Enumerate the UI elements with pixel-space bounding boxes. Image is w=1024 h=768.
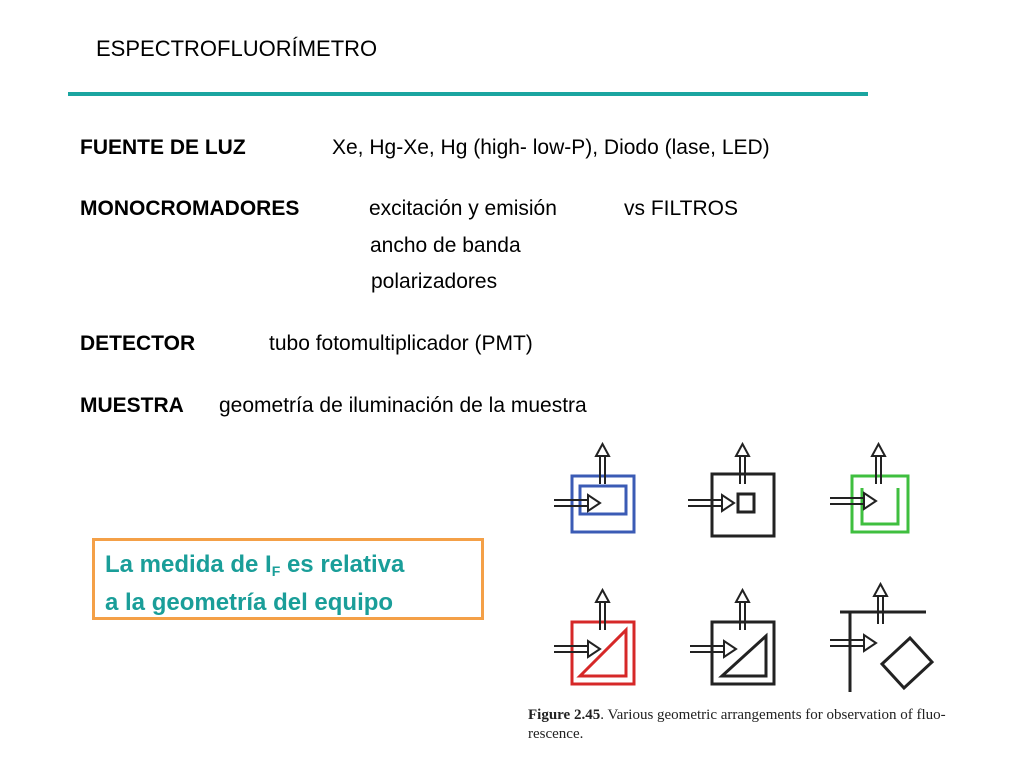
callout-line1-post: es relativa <box>280 551 405 578</box>
figure-caption <box>528 706 968 744</box>
monocromadores-sub2: polarizadores <box>371 270 498 293</box>
monocromadores-label: MONOCROMADORES <box>80 197 300 220</box>
muestra-label: MUESTRA <box>80 394 184 417</box>
panel-3-diagram <box>830 444 908 532</box>
caption-label: Figure 2.45 <box>528 707 601 723</box>
fuente-label: FUENTE DE LUZ <box>80 136 246 159</box>
callout-subscript: F <box>271 563 281 579</box>
muestra-text: geometría de iluminación de la muestra <box>219 394 587 417</box>
caption-text: . Various geometric arrangements for observation of fluo-rescence. <box>528 707 946 742</box>
row-detector <box>80 332 195 356</box>
panel-2-diagram <box>688 444 774 536</box>
panel-5-diagram <box>690 590 774 684</box>
detector-label: DETECTOR <box>80 332 196 355</box>
callout-line-1 <box>105 549 471 587</box>
row-monocromadores <box>80 197 299 221</box>
row-fuente-de-luz <box>80 136 246 160</box>
panel-1-diagram <box>554 444 634 532</box>
monocromadores-text: excitación y emisión <box>369 197 557 220</box>
monocromadores-sub1: ancho de banda <box>370 234 521 257</box>
row-muestra <box>80 394 184 418</box>
detector-text: tubo fotomultiplicador (PMT) <box>269 332 533 355</box>
panel-6-diagram <box>830 584 932 692</box>
fuente-text: Xe, Hg-Xe, Hg (high- low-P), Diodo (lase, LED) <box>332 136 770 159</box>
callout-box <box>92 538 484 620</box>
callout-line1-pre: La medida de I <box>105 551 272 578</box>
geometry-figure <box>540 438 960 703</box>
callout-line-2: a la geometría del equipo <box>105 589 394 616</box>
panel-4-diagram <box>554 590 634 684</box>
monocromadores-extra: vs FILTROS <box>624 197 738 220</box>
title-divider <box>68 92 868 96</box>
slide-title: ESPECTROFLUORÍMETRO <box>96 36 378 61</box>
